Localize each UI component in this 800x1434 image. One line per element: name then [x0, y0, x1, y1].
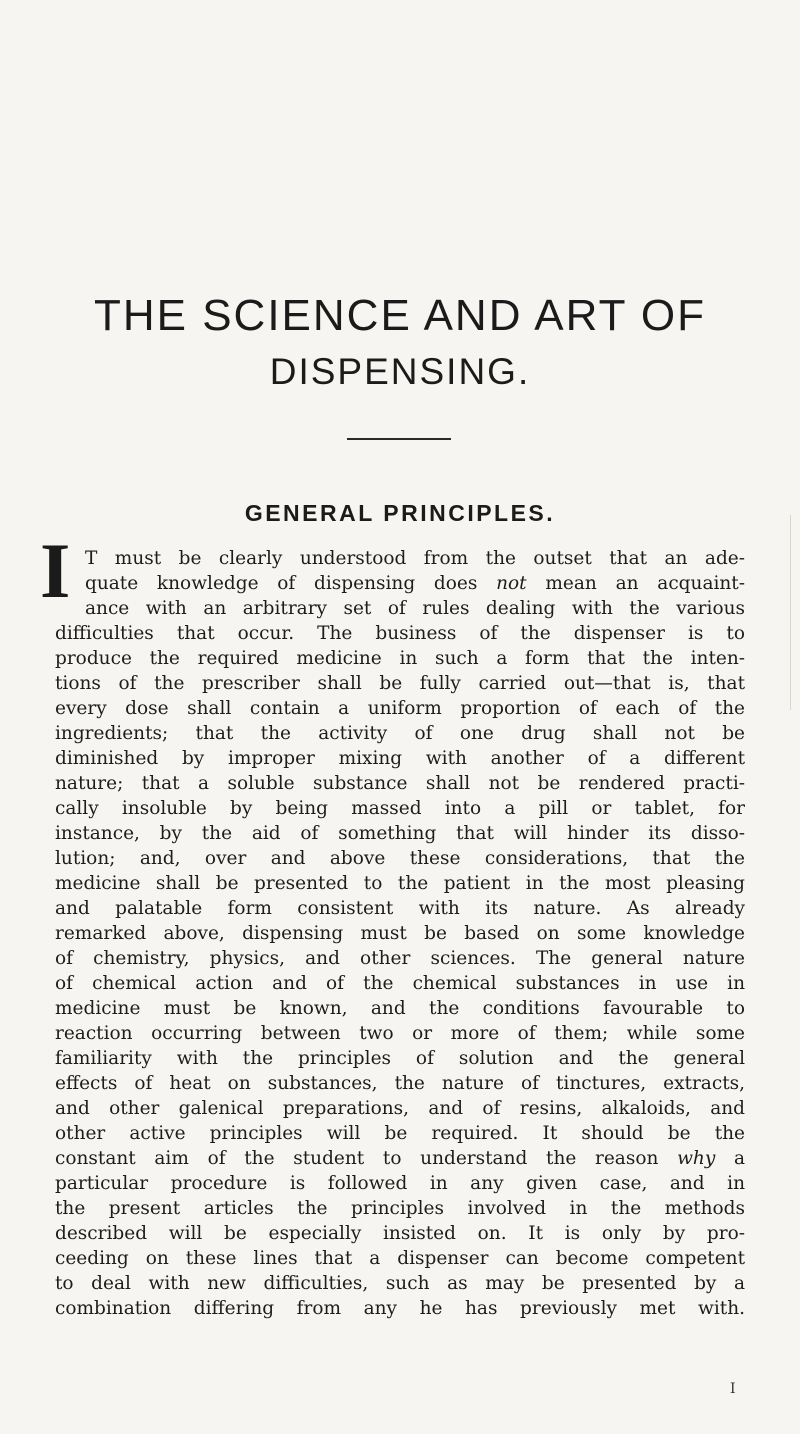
page-edge-shadow [790, 515, 791, 710]
text-run: cally insoluble by being massed into a pill or tablet, for [55, 798, 745, 819]
text-line [55, 821, 745, 846]
text-run: remarked above, dispensing must be based on some knowledge [55, 923, 745, 944]
text-line [55, 1071, 745, 1096]
text-run: the present articles the principles involved in the methods [55, 1198, 745, 1219]
text-line [85, 596, 745, 621]
text-line [55, 1021, 745, 1046]
text-line [55, 621, 745, 646]
text-run: and palatable form consistent with its nature. As already [55, 898, 745, 919]
text-line [55, 1246, 745, 1271]
text-line [55, 921, 745, 946]
text-line [55, 871, 745, 896]
text-line [55, 1221, 745, 1246]
text-line [55, 1196, 745, 1221]
text-run: nature; that a soluble substance shall not be rendered practi- [55, 773, 745, 794]
text-line [55, 896, 745, 921]
text-run: medicine shall be presented to the patient in the most pleasing [55, 873, 745, 894]
text-run: other active principles will be required. It should be the [55, 1123, 745, 1144]
emphasis-word: not [496, 573, 527, 594]
text-run: particular procedure is followed in any given case, and in [55, 1173, 745, 1194]
book-title-line-2: DISPENSING. [269, 351, 531, 392]
text-line [55, 1096, 745, 1121]
text-run: ceeding on these lines that a dispenser can become competent [55, 1248, 745, 1269]
emphasis-word: why [677, 1148, 716, 1169]
text-line [55, 1171, 745, 1196]
text-line [55, 771, 745, 796]
text-line [55, 846, 745, 871]
text-run: reaction occurring between two or more of them; while some [55, 1023, 745, 1044]
section-heading: GENERAL PRINCIPLES. [244, 500, 556, 526]
text-line [85, 546, 745, 571]
text-line [55, 971, 745, 996]
text-run: every dose shall contain a uniform proportion of each of the [55, 698, 745, 719]
text-line [55, 1296, 745, 1321]
text-line [55, 671, 745, 696]
text-line [55, 796, 745, 821]
text-line [55, 696, 745, 721]
text-run: effects of heat on substances, the nature of tinctures, extracts, [55, 1073, 745, 1094]
text-run: of chemical action and of the chemical substances in use in [55, 973, 745, 994]
text-run: tions of the prescriber shall be fully carried out—that is, that [55, 673, 745, 694]
text-run: and other galenical preparations, and of resins, alkaloids, and [55, 1098, 745, 1119]
text-run: combination differing from any he has previously met with. [55, 1298, 745, 1319]
text-line [55, 721, 745, 746]
page-number: I [730, 1381, 736, 1397]
text-run: constant aim of the student to understand the reason [55, 1148, 678, 1169]
text-run: medicine must be known, and the conditions favourable to [55, 998, 745, 1019]
body-paragraph [0, 527, 800, 1389]
text-run: mean an acquaint- [526, 573, 745, 594]
text-run: quate knowledge of dispensing does [85, 573, 497, 594]
text-line [55, 646, 745, 671]
text-run: described will be especially insisted on. It is only by pro- [55, 1223, 745, 1244]
text-line [85, 571, 745, 596]
text-line [55, 996, 745, 1021]
text-line [55, 746, 745, 771]
text-line [55, 1146, 745, 1171]
text-run: lution; and, over and above these considerations, that the [55, 848, 745, 869]
text-line [55, 946, 745, 971]
text-run: diminished by improper mixing with another of a different [55, 748, 745, 769]
text-run: produce the required medicine in such a form that the inten- [55, 648, 745, 669]
drop-cap: I [40, 527, 71, 614]
text-run: ance with an arbitrary set of rules dealing with the various [85, 598, 745, 619]
text-run: T must be clearly understood from the outset that an ade- [85, 548, 745, 569]
text-run: a [715, 1148, 745, 1169]
book-title-line-1: THE SCIENCE AND ART OF [93, 291, 707, 340]
text-line [55, 1271, 745, 1296]
text-line [55, 1121, 745, 1146]
title-divider [347, 438, 451, 440]
text-run: familiarity with the principles of solution and the general [55, 1048, 745, 1069]
text-run: ingredients; that the activity of one drug shall not be [55, 723, 745, 744]
text-run: instance, by the aid of something that will hinder its disso- [55, 823, 745, 844]
text-line [55, 1046, 745, 1071]
text-run: of chemistry, physics, and other sciences. The general nature [55, 948, 745, 969]
text-run: difficulties that occur. The business of the dispenser is to [55, 623, 745, 644]
text-run: to deal with new difficulties, such as may be presented by a [55, 1273, 745, 1294]
